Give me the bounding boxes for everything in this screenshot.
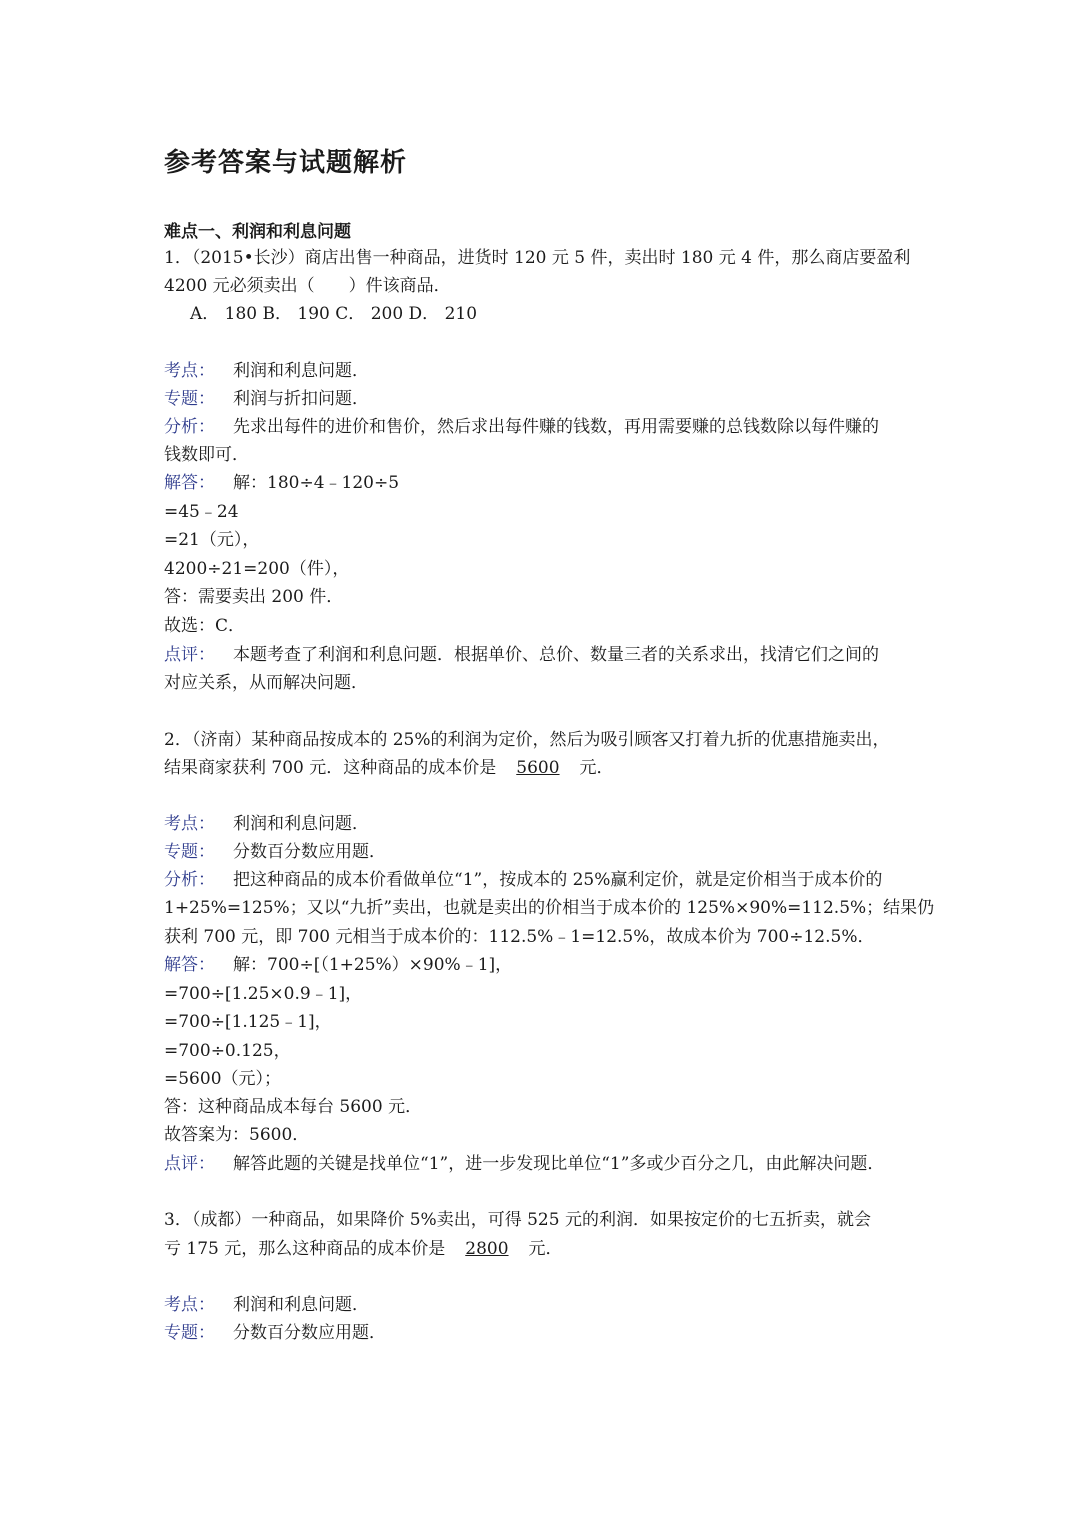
q1-kaodian bbox=[164, 357, 924, 385]
q3-stem-text: 亏 175 元，那么这种商品的成本价是 bbox=[164, 1239, 446, 1259]
label-zhuanti: 专题： bbox=[164, 389, 215, 409]
q2-stem-line1: 2．（济南）某种商品按成本的 25%的利润为定价，然后为吸引顾客又打着九折的优惠措施卖出， bbox=[164, 730, 890, 750]
q2-stem-line2 bbox=[164, 754, 924, 782]
q3-kaodian-text: 利润和利息问题． bbox=[233, 1295, 369, 1315]
q1-fenxi-line2: 钱数即可． bbox=[164, 445, 249, 465]
q2-step: =700÷0.125， bbox=[164, 1041, 291, 1061]
q2-step: 答：这种商品成本每台 5600 元． bbox=[164, 1097, 423, 1117]
label-zhuanti: 专题： bbox=[164, 842, 215, 862]
q2-zhuanti-text: 分数百分数应用题． bbox=[233, 842, 386, 862]
page-title: 参考答案与试题解析 bbox=[164, 148, 408, 178]
q3-kaodian bbox=[164, 1291, 924, 1319]
q3-answer-blank: 2800 bbox=[465, 1239, 509, 1259]
q2-fenxi bbox=[164, 866, 924, 894]
q2-step: 故答案为：5600． bbox=[164, 1125, 310, 1145]
q1-dianping-line2: 对应关系，从而解决问题． bbox=[164, 673, 368, 693]
label-kaodian: 考点： bbox=[164, 814, 215, 834]
q1-zhuanti bbox=[164, 385, 924, 413]
q1-options: A． 180 B． 190 C． 200 D． 210 bbox=[190, 304, 478, 324]
label-fenxi: 分析： bbox=[164, 417, 215, 437]
q2-dianping bbox=[164, 1150, 924, 1178]
q1-jieda-text: 解：180÷4﹣120÷5 bbox=[233, 473, 400, 493]
q2-jieda bbox=[164, 951, 924, 979]
q2-step: =5600（元）； bbox=[164, 1069, 282, 1089]
q2-fenxi-text: 把这种商品的成本价看做单位“1”，按成本的 25%赢利定价，就是定价相当于成本价的 bbox=[233, 870, 883, 890]
q3-stem-unit: 元． bbox=[528, 1239, 563, 1259]
q1-step: 4200÷21=200（件）， bbox=[164, 559, 350, 579]
q2-kaodian-text: 利润和利息问题． bbox=[233, 814, 369, 834]
q2-stem-unit: 元． bbox=[579, 758, 614, 778]
q1-step: 故选：C． bbox=[164, 616, 246, 636]
label-dianping: 点评： bbox=[164, 645, 215, 665]
q1-stem-line2: 4200 元必须卖出（ ）件该商品． bbox=[164, 276, 451, 296]
q1-zhuanti-text: 利润与折扣问题． bbox=[233, 389, 369, 409]
q1-jieda bbox=[164, 469, 924, 497]
label-fenxi: 分析： bbox=[164, 870, 215, 890]
q2-fenxi-line3: 获利 700 元，即 700 元相当于成本价的：112.5%﹣1=12.5%，故成本价为 700÷12.5%． bbox=[164, 927, 875, 947]
label-dianping: 点评： bbox=[164, 1154, 215, 1174]
q1-fenxi-text: 先求出每件的进价和售价，然后求出每件赚的钱数，再用需要赚的总钱数除以每件赚的 bbox=[233, 417, 879, 437]
q1-fenxi bbox=[164, 413, 924, 441]
label-jieda: 解答： bbox=[164, 955, 215, 975]
q2-step: =700÷[1.125﹣1]， bbox=[164, 1012, 332, 1032]
q2-kaodian bbox=[164, 810, 924, 838]
q2-dianping-text: 解答此题的关键是找单位“1”，进一步发现比单位“1”多或少百分之几，由此解决问题． bbox=[233, 1154, 885, 1174]
q3-zhuanti bbox=[164, 1319, 924, 1347]
q1-dianping-text: 本题考查了利润和利息问题．根据单价、总价、数量三者的关系求出，找清它们之间的 bbox=[233, 645, 879, 665]
q1-step: =45﹣24 bbox=[164, 502, 239, 522]
q2-step: =700÷[1.25×0.9﹣1]， bbox=[164, 984, 363, 1004]
q2-zhuanti bbox=[164, 838, 924, 866]
label-jieda: 解答： bbox=[164, 473, 215, 493]
section-heading: 难点一、利润和利息问题 bbox=[164, 222, 351, 242]
label-zhuanti: 专题： bbox=[164, 1323, 215, 1343]
q2-fenxi-line2: 1+25%=125%；又以“九折”卖出，也就是卖出的价相当于成本价的 125%×90%=112.5%；结果仍 bbox=[164, 898, 935, 918]
q2-jieda-text: 解：700÷[（1+25%）×90%﹣1]， bbox=[233, 955, 513, 975]
q3-stem-line1: 3．（成都）一种商品，如果降价 5%卖出，可得 525 元的利润．如果按定价的七五折卖，就会 bbox=[164, 1210, 871, 1230]
q1-dianping bbox=[164, 641, 924, 669]
q1-kaodian-text: 利润和利息问题． bbox=[233, 361, 369, 381]
q1-step: =21（元）， bbox=[164, 530, 260, 550]
q1-step: 答：需要卖出 200 件． bbox=[164, 587, 344, 607]
q3-stem-line2 bbox=[164, 1235, 924, 1263]
q1-stem-line1: 1．（2015•长沙）商店出售一种商品，进货时 120 元 5 件，卖出时 180 元 4 件，那么商店要盈利 bbox=[164, 248, 911, 268]
label-kaodian: 考点： bbox=[164, 361, 215, 381]
q3-zhuanti-text: 分数百分数应用题． bbox=[233, 1323, 386, 1343]
q2-answer-blank: 5600 bbox=[516, 758, 560, 778]
label-kaodian: 考点： bbox=[164, 1295, 215, 1315]
q2-stem-text: 结果商家获利 700 元．这种商品的成本价是 bbox=[164, 758, 497, 778]
